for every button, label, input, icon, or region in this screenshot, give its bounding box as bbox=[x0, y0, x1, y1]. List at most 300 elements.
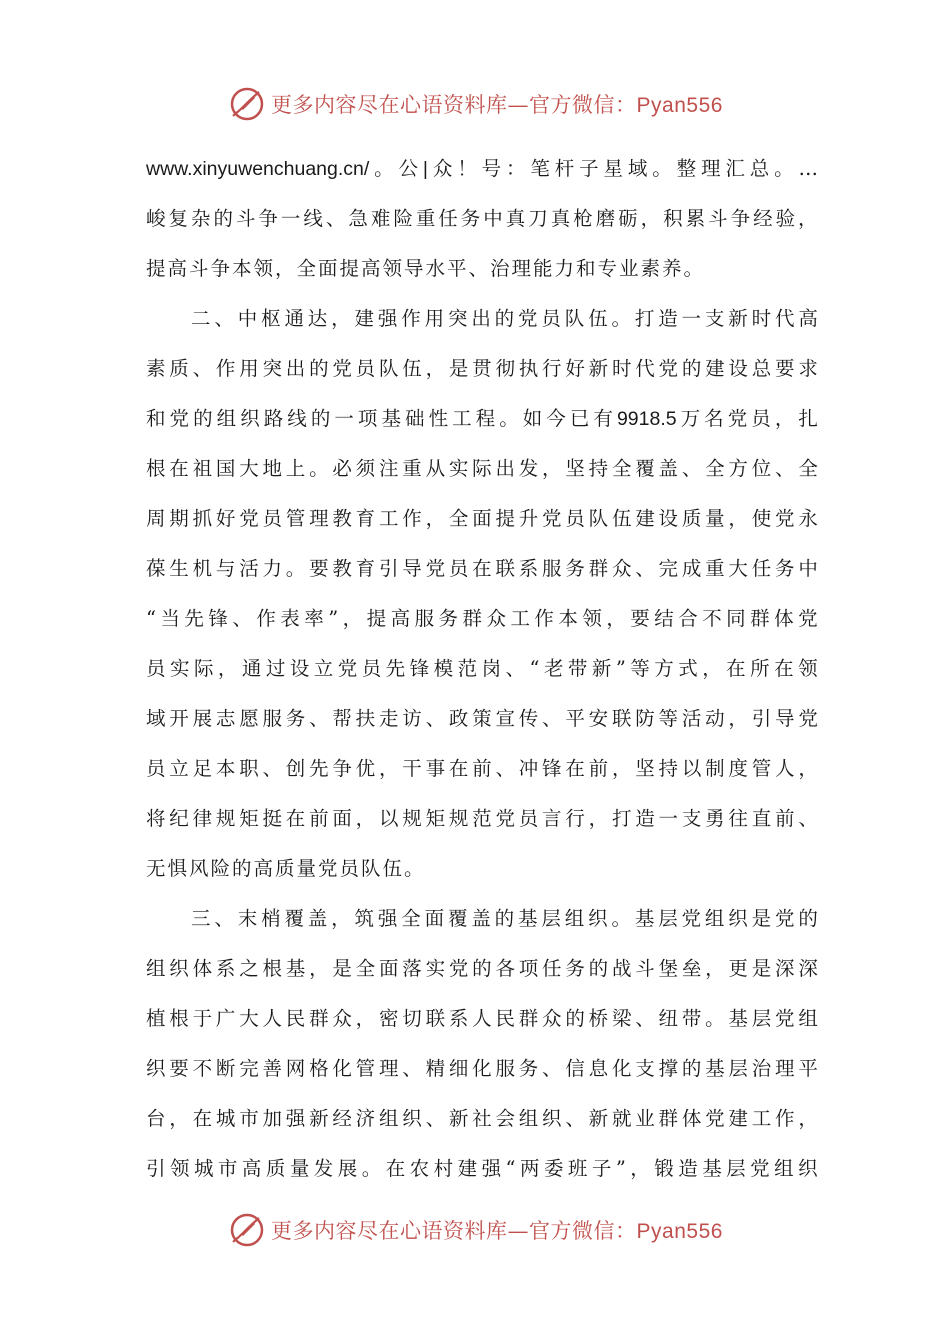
text-char: 在 bbox=[192, 1107, 213, 1130]
text-char: 汇 bbox=[725, 157, 745, 180]
text-char: 管 bbox=[285, 507, 306, 530]
text-char: 加 bbox=[262, 1107, 282, 1130]
banner-main-text: 更多内容尽在心语资料库 bbox=[271, 1219, 508, 1243]
text-char: ， bbox=[606, 607, 626, 630]
text-char: 服 bbox=[495, 1057, 515, 1080]
text-char: 党 bbox=[798, 707, 818, 730]
text-char: 基 bbox=[705, 1057, 725, 1080]
text-char: 理 bbox=[775, 1057, 795, 1080]
text-char: 员 bbox=[262, 507, 282, 530]
text-char: 矩 bbox=[425, 807, 446, 830]
text-char: 面 bbox=[472, 507, 492, 530]
text-char: 打 bbox=[611, 807, 632, 830]
text-char: 党 bbox=[775, 1007, 795, 1030]
text-char: 成 bbox=[681, 557, 702, 580]
text-char: 全 bbox=[705, 457, 725, 480]
text-char: 安 bbox=[588, 707, 609, 730]
text-char: 大 bbox=[239, 1007, 259, 1030]
text-char: 国 bbox=[215, 457, 236, 480]
text-char: 引 bbox=[146, 1157, 166, 1180]
text-line bbox=[146, 1144, 818, 1194]
text-char: 彻 bbox=[495, 357, 515, 380]
text-char: ， bbox=[425, 357, 446, 380]
text-char: 务 bbox=[285, 707, 306, 730]
text-char: 造 bbox=[678, 1157, 698, 1180]
text-char: 强 bbox=[481, 1157, 502, 1180]
text-line bbox=[146, 1094, 818, 1144]
text-char: ” bbox=[615, 657, 626, 680]
text-char: 本 bbox=[558, 607, 578, 630]
text-char: 面 bbox=[424, 907, 445, 930]
text-char: 峻 bbox=[146, 207, 166, 230]
text-char: 的 bbox=[309, 357, 329, 380]
text-char: 葆 bbox=[146, 557, 166, 580]
text-char: 新 bbox=[728, 307, 748, 330]
text-char: 、 bbox=[425, 707, 446, 730]
text-char: 积 bbox=[663, 207, 683, 230]
text-char: 发 bbox=[313, 1157, 334, 1180]
text-char: 式 bbox=[678, 657, 698, 680]
text-char: 领 bbox=[169, 1157, 190, 1180]
text-char: 任 bbox=[438, 207, 458, 230]
text-char: 。 bbox=[361, 1157, 382, 1180]
text-char: 路 bbox=[263, 407, 284, 430]
text-char: 堡 bbox=[658, 957, 679, 980]
text-char: 、 bbox=[505, 657, 526, 680]
text-char: 于 bbox=[192, 1007, 213, 1030]
text-char: 锋 bbox=[409, 657, 430, 680]
text-char: 化 bbox=[472, 1057, 492, 1080]
text-line bbox=[146, 544, 818, 594]
text-char: 全 bbox=[448, 507, 469, 530]
text-char: 联 bbox=[495, 557, 515, 580]
text-char: 村 bbox=[433, 1157, 454, 1180]
text-char: 队 bbox=[378, 357, 399, 380]
text-char: “ bbox=[505, 1157, 516, 1180]
text-char: 是 bbox=[751, 957, 772, 980]
text-char: 在 bbox=[726, 657, 746, 680]
text-char: 作 bbox=[534, 607, 554, 630]
text-char: 。 bbox=[309, 457, 329, 480]
text-run: www.xinyuwenchuang.cn/ bbox=[146, 158, 370, 180]
text-char: 引 bbox=[378, 557, 399, 580]
text-run: | bbox=[422, 158, 428, 180]
text-char: ， bbox=[728, 707, 748, 730]
text-char: 、 bbox=[635, 557, 655, 580]
text-char: 组 bbox=[564, 907, 585, 930]
document-body bbox=[146, 144, 818, 1194]
text-char: 、 bbox=[402, 1057, 422, 1080]
text-char: 全 bbox=[355, 957, 376, 980]
text-char: 中 bbox=[483, 207, 503, 230]
text-char: 不 bbox=[702, 607, 722, 630]
text-char: 出 bbox=[471, 307, 491, 330]
text-char: 织 bbox=[798, 1157, 818, 1180]
text-char: 必 bbox=[332, 457, 352, 480]
text-char: 规 bbox=[215, 807, 236, 830]
text-char: 任 bbox=[542, 957, 562, 980]
text-char: 、 bbox=[325, 207, 346, 230]
text-char: 际 bbox=[472, 457, 492, 480]
text-char: 基 bbox=[634, 907, 655, 930]
text-char: 、 bbox=[192, 357, 213, 380]
text-char: 、 bbox=[425, 1107, 446, 1130]
text-char: 和 bbox=[146, 407, 166, 430]
text-char: 率 bbox=[304, 607, 324, 630]
text-char: 作 bbox=[256, 607, 276, 630]
text-char: 杆 bbox=[554, 157, 575, 180]
text-char: 盖 bbox=[658, 457, 679, 480]
text-char: 完 bbox=[239, 1057, 259, 1080]
text-char: ， bbox=[728, 507, 748, 530]
text-char: 先 bbox=[385, 657, 406, 680]
text-char: 的 bbox=[798, 907, 818, 930]
text-char: 、 bbox=[565, 1107, 585, 1130]
text-char: 事 bbox=[425, 757, 446, 780]
text-char: 信 bbox=[565, 1057, 585, 1080]
text-char: 众 bbox=[332, 1007, 352, 1030]
text-line bbox=[146, 644, 818, 694]
text-char: 撑 bbox=[658, 1057, 679, 1080]
text-char: 一 bbox=[334, 407, 354, 430]
text-char: 平 bbox=[798, 1057, 818, 1080]
text-char: 磨 bbox=[595, 207, 616, 230]
text-char: 。 bbox=[611, 907, 631, 930]
text-line bbox=[146, 894, 818, 944]
text-char: “ bbox=[146, 607, 156, 630]
text-char: ， bbox=[798, 757, 818, 780]
text-char: 足 bbox=[192, 757, 213, 780]
text-char: 伍 bbox=[402, 357, 422, 380]
text-char: 、 bbox=[681, 457, 702, 480]
text-char: 新 bbox=[591, 657, 612, 680]
text-char: 同 bbox=[726, 607, 746, 630]
text-char: 体 bbox=[774, 607, 794, 630]
text-run: 9918.5 bbox=[616, 408, 677, 430]
text-char: 重 bbox=[705, 557, 725, 580]
text-char: 直 bbox=[751, 807, 772, 830]
text-char: 坚 bbox=[635, 757, 655, 780]
text-char: 如 bbox=[522, 407, 543, 430]
text-char: 织 bbox=[402, 1107, 422, 1130]
text-char: 中 bbox=[237, 307, 258, 330]
footer-banner-text bbox=[271, 1215, 723, 1245]
text-char: 断 bbox=[215, 1057, 236, 1080]
text-char: 党 bbox=[425, 557, 446, 580]
text-char: 建 bbox=[705, 357, 725, 380]
text-char: 传 bbox=[518, 707, 539, 730]
text-char: 项 bbox=[518, 957, 539, 980]
text-char: 活 bbox=[681, 707, 702, 730]
text-char: 新 bbox=[309, 1107, 329, 1130]
text-char: 冲 bbox=[518, 757, 539, 780]
text-char: 、 bbox=[775, 457, 795, 480]
text-char: 织 bbox=[588, 907, 608, 930]
text-char: 永 bbox=[798, 507, 818, 530]
text-char: 斗 bbox=[235, 207, 256, 230]
text-char: 班 bbox=[567, 1157, 588, 1180]
text-char: 。 bbox=[285, 557, 306, 580]
text-char: 地 bbox=[262, 457, 282, 480]
text-char: 公 bbox=[398, 157, 419, 180]
text-char: 员 bbox=[448, 557, 469, 580]
text-char: 当 bbox=[160, 607, 180, 630]
text-char: 建 bbox=[728, 1107, 748, 1130]
text-char: 急 bbox=[348, 207, 368, 230]
text-char: 经 bbox=[332, 1107, 352, 1130]
text-char: 期 bbox=[169, 507, 189, 530]
text-char: 质 bbox=[265, 1157, 286, 1180]
text-char: 以 bbox=[378, 807, 399, 830]
text-char: 量 bbox=[705, 507, 725, 530]
text-line bbox=[146, 594, 818, 644]
text-char: 员 bbox=[146, 657, 166, 680]
text-char: 设 bbox=[728, 357, 748, 380]
text-char: 服 bbox=[414, 607, 435, 630]
text-char: 教 bbox=[332, 507, 352, 530]
text-char: 志 bbox=[215, 707, 236, 730]
text-char: 发 bbox=[518, 457, 539, 480]
text-char: 好 bbox=[565, 357, 585, 380]
text-char: ， bbox=[309, 957, 329, 980]
text-char: 造 bbox=[658, 307, 678, 330]
text-char: 策 bbox=[472, 707, 492, 730]
text-char: 业 bbox=[635, 1107, 655, 1130]
text-char: 矩 bbox=[239, 807, 259, 830]
text-char: 组 bbox=[146, 957, 166, 980]
text-char: 党 bbox=[750, 1157, 770, 1180]
text-char: 联 bbox=[425, 1007, 446, 1030]
text-char: 难 bbox=[370, 207, 391, 230]
text-char: 政 bbox=[448, 707, 469, 730]
text-char: 访 bbox=[402, 707, 422, 730]
text-char: 育 bbox=[355, 557, 376, 580]
text-char: 持 bbox=[588, 457, 609, 480]
text-char: 使 bbox=[751, 507, 772, 530]
text-char: 群 bbox=[588, 557, 609, 580]
text-char: 两 bbox=[519, 1157, 540, 1180]
text-char: 等 bbox=[658, 707, 679, 730]
text-char: 要 bbox=[775, 357, 795, 380]
text-char: 落 bbox=[402, 957, 422, 980]
text-char: 、 bbox=[262, 757, 282, 780]
text-char: 往 bbox=[728, 807, 748, 830]
text-char: 社 bbox=[472, 1107, 492, 1130]
text-char: 组 bbox=[774, 1157, 794, 1180]
text-line bbox=[146, 344, 818, 394]
text-char: 层 bbox=[726, 1157, 746, 1180]
text-char: 一 bbox=[681, 307, 702, 330]
text-char: 高 bbox=[241, 1157, 262, 1180]
text-char: 中 bbox=[798, 557, 818, 580]
text-char: 新 bbox=[588, 1107, 609, 1130]
text-char: 员 bbox=[751, 407, 771, 430]
text-char: 大 bbox=[728, 557, 748, 580]
text-char: … bbox=[798, 157, 818, 180]
text-char: 的 bbox=[494, 307, 515, 330]
text-char: 祖 bbox=[192, 457, 213, 480]
text-char: 升 bbox=[518, 507, 539, 530]
text-char: 末 bbox=[237, 907, 258, 930]
text-char: 务 bbox=[460, 207, 481, 230]
text-char: 务 bbox=[518, 1057, 539, 1080]
text-line bbox=[146, 444, 818, 494]
text-char: 。 bbox=[774, 157, 794, 180]
text-char: 出 bbox=[285, 357, 306, 380]
text-char: 。 bbox=[652, 157, 672, 180]
text-char: 锋 bbox=[542, 757, 562, 780]
text-char: ” bbox=[615, 1157, 626, 1180]
text-char: ， bbox=[542, 457, 562, 480]
text-char: 三 bbox=[191, 907, 211, 930]
text-char: 党 bbox=[518, 307, 538, 330]
text-char: 全 bbox=[401, 907, 421, 930]
text-char: 础 bbox=[405, 407, 425, 430]
text-char: 动 bbox=[705, 707, 725, 730]
text-char: 质 bbox=[169, 357, 189, 380]
text-char: 层 bbox=[658, 907, 678, 930]
text-char: 众 bbox=[611, 557, 632, 580]
text-line bbox=[146, 994, 818, 1044]
text-char: 各 bbox=[495, 957, 515, 980]
text-char: 平 bbox=[565, 707, 585, 730]
text-char: 结 bbox=[654, 607, 674, 630]
text-char: 前 bbox=[309, 807, 329, 830]
text-char: 制 bbox=[705, 757, 725, 780]
banner-dash: — bbox=[507, 93, 530, 117]
header-banner bbox=[0, 82, 950, 126]
banner-official-label: 官方微信： bbox=[529, 93, 637, 117]
text-char: ， bbox=[798, 1107, 818, 1130]
text-char: 建 bbox=[354, 307, 375, 330]
text-char: 重 bbox=[402, 457, 422, 480]
text-char: 员 bbox=[361, 657, 382, 680]
text-char: 量 bbox=[289, 1157, 310, 1180]
text-char: 等 bbox=[630, 657, 650, 680]
text-char: 支 bbox=[635, 1057, 655, 1080]
text-char: 织 bbox=[240, 407, 260, 430]
text-char: 高 bbox=[390, 607, 411, 630]
text-char: 。 bbox=[705, 1007, 725, 1030]
text-line: 无惧风险的高质量党员队伍。 bbox=[146, 857, 426, 880]
text-char: 时 bbox=[751, 307, 772, 330]
text-char: 经 bbox=[753, 207, 773, 230]
text-char: 党 bbox=[495, 807, 515, 830]
text-char: 程 bbox=[475, 407, 496, 430]
text-char: 、 bbox=[214, 907, 234, 930]
text-char: 员 bbox=[541, 307, 561, 330]
text-char: 农 bbox=[409, 1157, 430, 1180]
text-char: 的 bbox=[213, 207, 233, 230]
text-char: 组 bbox=[798, 1007, 818, 1030]
text-char: 的 bbox=[681, 357, 702, 380]
text-char: 立 bbox=[313, 657, 334, 680]
text-char: 通 bbox=[241, 657, 262, 680]
text-char: 的 bbox=[681, 1057, 702, 1080]
text-char: 桥 bbox=[588, 1007, 609, 1030]
text-char: 导 bbox=[775, 707, 795, 730]
text-char: 争 bbox=[730, 207, 751, 230]
text-char: 党 bbox=[448, 957, 469, 980]
text-char: 设 bbox=[658, 507, 679, 530]
text-char: 基 bbox=[518, 907, 538, 930]
text-char: 实 bbox=[169, 657, 190, 680]
text-char: 济 bbox=[355, 1107, 376, 1130]
text-char: 管 bbox=[355, 1057, 376, 1080]
text-char: 城 bbox=[193, 1157, 214, 1180]
text-char: 员 bbox=[355, 357, 376, 380]
text-char: 表 bbox=[280, 607, 300, 630]
text-char: 要 bbox=[309, 557, 329, 580]
text-char: ， bbox=[355, 807, 376, 830]
text-char: 教 bbox=[332, 557, 352, 580]
text-char: 是 bbox=[751, 907, 772, 930]
text-char: 职 bbox=[239, 757, 259, 780]
text-char: 用 bbox=[239, 357, 259, 380]
text-char: 执 bbox=[518, 357, 539, 380]
text-char: 基 bbox=[702, 1157, 722, 1180]
text-char: 线 bbox=[287, 407, 307, 430]
text-char: 务 bbox=[565, 957, 585, 980]
text-char: 整 bbox=[676, 157, 697, 180]
text-char: 防 bbox=[635, 707, 655, 730]
pen-logo-icon bbox=[227, 84, 267, 124]
text-char: 是 bbox=[448, 357, 469, 380]
text-char: 全 bbox=[611, 457, 632, 480]
text-char: 队 bbox=[564, 307, 585, 330]
text-char: 务 bbox=[565, 557, 585, 580]
text-char: 质 bbox=[681, 507, 702, 530]
text-char: ， bbox=[798, 207, 818, 230]
text-char: 愿 bbox=[239, 707, 259, 730]
text-char: 星 bbox=[603, 157, 623, 180]
text-char: 党 bbox=[542, 507, 562, 530]
text-char: 党 bbox=[705, 1107, 725, 1130]
text-char: ， bbox=[640, 207, 661, 230]
text-char: 。 bbox=[499, 407, 519, 430]
text-char: 作 bbox=[402, 507, 422, 530]
text-char: 理 bbox=[309, 507, 329, 530]
text-char: 务 bbox=[438, 607, 459, 630]
text-char: 子 bbox=[579, 157, 599, 180]
text-char: 老 bbox=[543, 657, 564, 680]
text-char: 争 bbox=[258, 207, 278, 230]
text-char: 的 bbox=[472, 957, 492, 980]
text-char: ， bbox=[588, 807, 609, 830]
text-char: 过 bbox=[265, 657, 286, 680]
text-char: 前 bbox=[472, 757, 492, 780]
text-char: 今 bbox=[546, 407, 566, 430]
text-char: 名 bbox=[704, 407, 724, 430]
text-char: ， bbox=[331, 307, 351, 330]
text-char: 锻 bbox=[654, 1157, 674, 1180]
text-char: 党 bbox=[169, 407, 190, 430]
text-char: 时 bbox=[611, 357, 632, 380]
text-char: 作 bbox=[775, 1107, 795, 1130]
text-char: 引 bbox=[751, 707, 772, 730]
text-char: 代 bbox=[635, 357, 655, 380]
text-char: 面 bbox=[378, 957, 399, 980]
text-char: 从 bbox=[425, 457, 446, 480]
text-char: 之 bbox=[239, 957, 259, 980]
text-char: 出 bbox=[495, 457, 515, 480]
text-char: 前 bbox=[775, 807, 795, 830]
text-char: 在 bbox=[472, 557, 492, 580]
text-char: 群 bbox=[462, 607, 483, 630]
text-char: 造 bbox=[635, 807, 655, 830]
text-char: 伍 bbox=[588, 307, 608, 330]
text-line bbox=[146, 494, 818, 544]
